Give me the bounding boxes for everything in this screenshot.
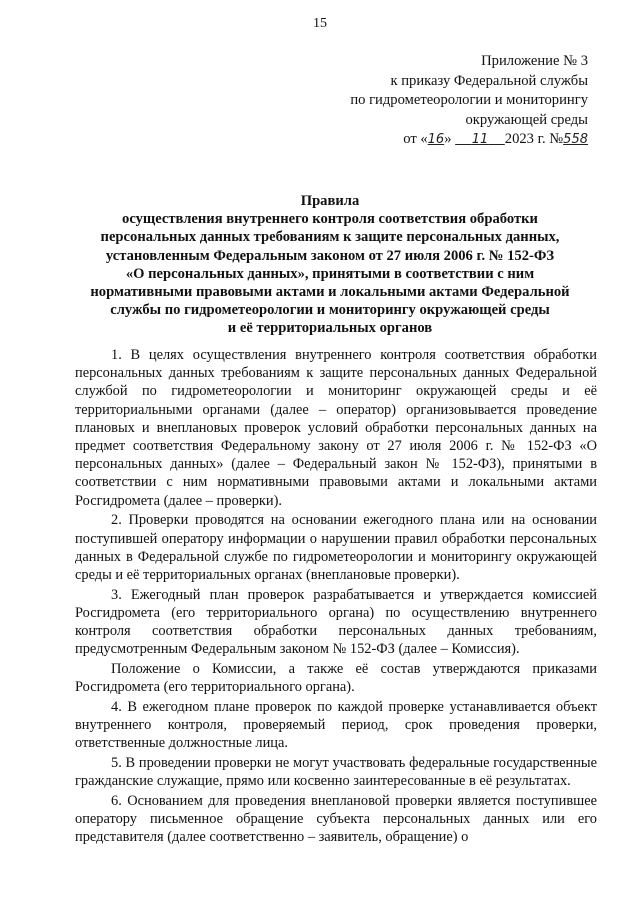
title-line: нормативными правовыми актами и локальными актами Федеральной xyxy=(90,284,570,301)
paragraph-6: 6. Основанием для проведения внеплановой проверки является поступившее оператору письменное обращение субъекта персональных данных или его представителя (далее соответственно – заявитель, обращение) о xyxy=(75,792,597,846)
page-number: 15 xyxy=(313,16,327,31)
appendix-line: окружающей среды xyxy=(465,111,588,128)
date-month: 11 xyxy=(471,132,489,147)
order-date-line xyxy=(298,130,588,150)
paragraph-2: 2. Проверки проводятся на основании ежегодного плана или на основании поступившей оператору информации о нарушении правил обработки персональных данных в Федеральной службе по гидрометеорологии и мониторингу окружающей среды и её территориальных органах (внеплановые проверки). xyxy=(75,512,597,583)
document-body xyxy=(75,346,597,846)
order-number: 558 xyxy=(563,132,588,147)
appendix-line: к приказу Федеральной службы xyxy=(390,72,588,89)
document-title xyxy=(60,192,600,338)
title-line: и её территориальных органов xyxy=(227,320,433,337)
appendix-line: по гидрометеорологии и мониторингу xyxy=(350,92,588,108)
paragraph-3-note: Положение о Комиссии, а также её состав утверждаются приказами Росгидромета (его территориального органа). xyxy=(75,660,597,696)
paragraph-5: 5. В проведении проверки не могут участвовать федеральные государственные гражданские служащие, прямо или косвенно заинтересованные в её результатах. xyxy=(75,754,597,790)
date-day: 16 xyxy=(427,132,445,147)
date-sep: » xyxy=(444,131,452,147)
paragraph-3: 3. Ежегодный план проверок разрабатывается и утверждается комиссией Росгидромета (его территориального органа) по осуществлению внутреннего контроля соответствия обработки персональных данных требованиям, предусмотренным Федеральным законом № 152-ФЗ (далее – Комиссия). xyxy=(75,586,597,658)
appendix-line: Приложение № 3 xyxy=(481,53,588,69)
title-line: персональных данных требованиям к защите персональных данных, xyxy=(100,229,560,246)
title-heading: Правила xyxy=(300,193,360,209)
paragraph-4: 4. В ежегодном плане проверок по каждой проверке устанавливается объект внутреннего контроля, проверяемый период, срок проведения проверки, ответственные должностные лица. xyxy=(75,698,597,752)
title-line: «О персональных данных», принятыми в соответствии с ним xyxy=(125,265,535,282)
date-prefix: от « xyxy=(403,131,428,147)
title-line: осуществления внутреннего контроля соответствия обработки xyxy=(122,211,538,228)
title-line: службы по гидрометеорологии и мониторингу окружающей среды xyxy=(110,302,550,319)
date-year: 2023 г. № xyxy=(504,131,564,147)
paragraph-1: 1. В целях осуществления внутреннего контроля соответствия обработки персональных данных требованиям к защите персональных данных Федеральной службой по гидрометеорологии и мониторинг окружающей среды и её территориальными органами (далее – оператор) организовывается проведение плановых и внеплановых проверок условий обработки персональных данных на предмет соответствия Федеральному закону от 27 июля 2006 г. № 152-ФЗ «О персональных данных» (далее – Федеральный закон № 152-ФЗ), принятыми в соответствии с ним нормативными правовыми актами и локальными актами Росгидромета (далее – проверки). xyxy=(75,347,597,509)
appendix-block xyxy=(298,52,588,150)
title-line: установленным Федеральным законом от 27 июля 2006 г. № 152-ФЗ xyxy=(105,247,555,264)
